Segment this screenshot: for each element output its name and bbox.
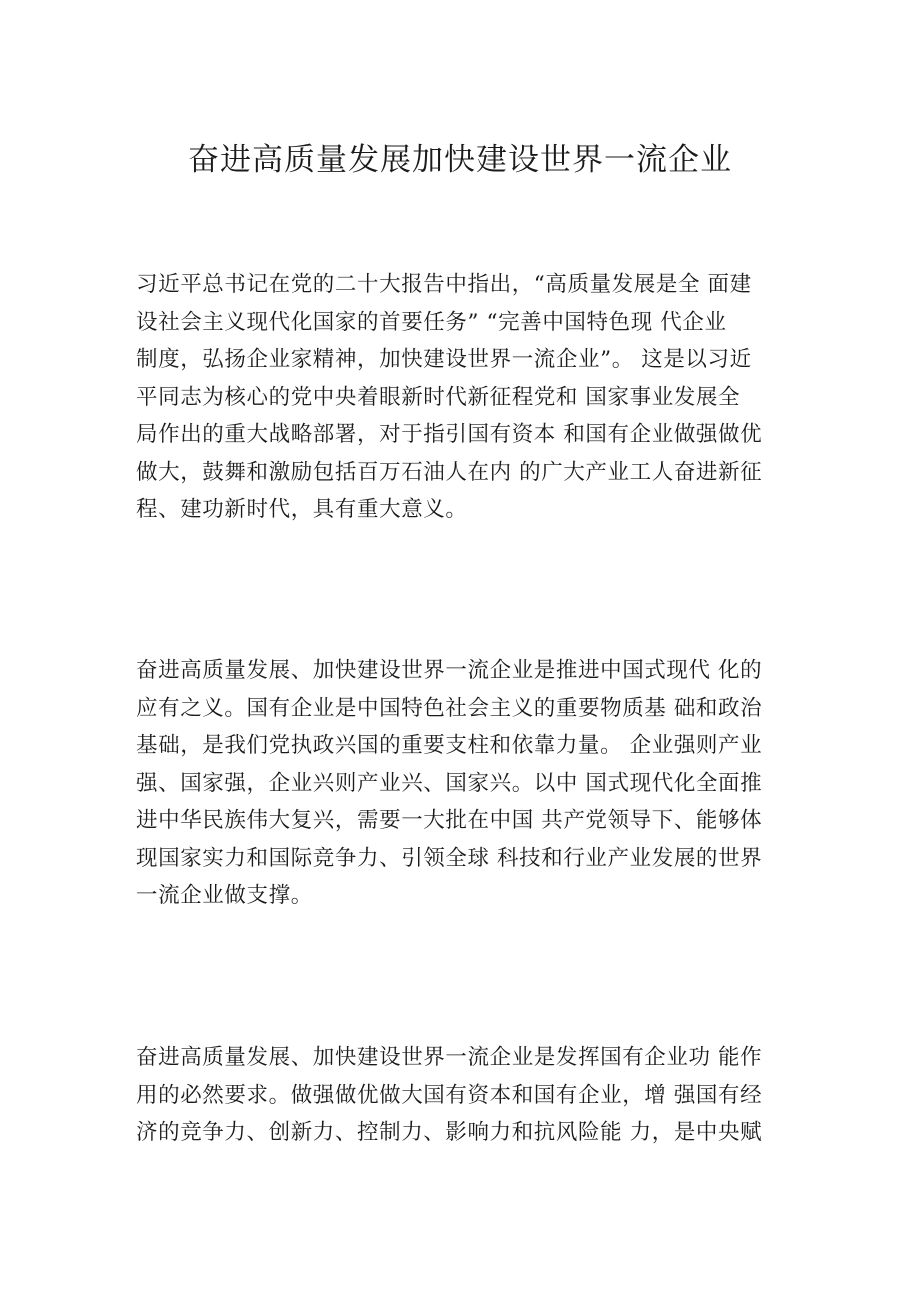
paragraph-text [136,1039,796,1152]
text-line: 一流企业做支撑。 [136,883,313,908]
text-line: 局作出的重大战略部署，对于指引国有资本 和国有企业做强做优 [136,422,763,447]
text-line: 奋进高质量发展、加快建设世界一流企业是发挥国有企业功 能作 [136,1045,763,1070]
paragraph-text [136,652,796,915]
text-line: 济的竞争力、创新力、控制力、影响力和抗风险能 力，是中央赋 [136,1120,763,1145]
paragraph-3 [136,1039,796,1152]
text-line: 强、国家强，企业兴则产业兴、国家兴。以中 国式现代化全面推 [136,770,763,796]
paragraph-1 [136,266,796,529]
text-line: 设社会主义现代化国家的首要任务” “完善中国特色现 代企业 [136,309,727,335]
text-line: 做大，鼓舞和激励包括百万石油人在内 的广大产业工人奋进新征 [136,459,763,485]
text-line: 进中华民族伟大复兴，需要一大批在中国 共产党领导下、能够体 [136,808,763,833]
paragraph-text [136,266,796,529]
text-line: 奋进高质量发展、加快建设世界一流企业是推进中国式现代 化的 [136,658,763,683]
text-line: 习近平总书记在党的二十大报告中指出，“高质量发展是全 面建 [136,272,752,297]
paragraph-2 [136,652,796,915]
text-line: 基础，是我们党执政兴国的重要支柱和依靠力量。 企业强则产业 [136,733,763,758]
text-line: 制度，弘扬企业家精神，加快建设世界一流企业”。 这是以习近 [136,347,752,372]
text-line: 平同志为核心的党中央着眼新时代新征程党和 国家事业发展全 [136,384,741,410]
text-line: 程、建功新时代，具有重大意义。 [136,497,468,522]
text-line: 现国家实力和国际竞争力、引领全球 科技和行业产业发展的世界 [136,845,763,871]
text-line: 用的必然要求。做强做优做大国有资本和国有企业，增 强国有经 [136,1082,763,1108]
document-title: 奋进高质量发展加快建设世界一流企业 [188,142,732,178]
text-line: 应有之义。国有企业是中国特色社会主义的重要物质基 础和政治 [136,695,763,721]
